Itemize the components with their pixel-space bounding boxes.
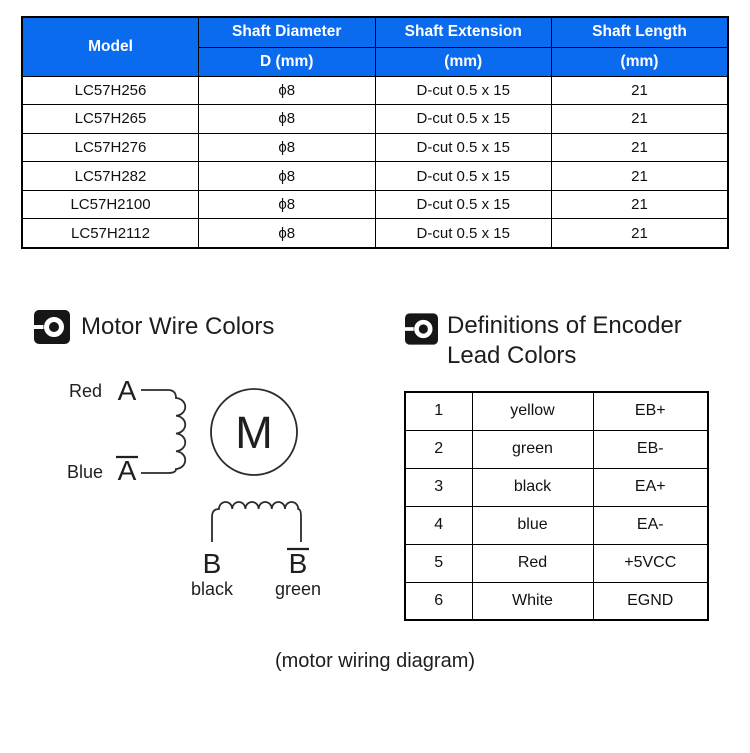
extension-cell: D-cut 0.5 x 15: [375, 76, 552, 105]
phase-b-label: B: [202, 548, 222, 579]
motor-symbol: M: [235, 407, 273, 458]
diameter-cell: ϕ8: [199, 219, 376, 248]
encoder-lead-colors-section: [405, 311, 682, 371]
length-cell: 21: [552, 76, 729, 105]
signal-cell: EB+: [593, 392, 708, 430]
extension-cell: D-cut 0.5 x 15: [375, 105, 552, 134]
spec-row: [22, 190, 728, 219]
phase-b-coil: [212, 502, 301, 542]
motor-wiring-diagram: [55, 378, 355, 613]
shaft-spec-table: [21, 16, 729, 249]
model-cell: LC57H265: [22, 105, 199, 134]
signal-cell: EA+: [593, 468, 708, 506]
spec-row: [22, 105, 728, 134]
phase-a-coil: [141, 390, 185, 473]
wire-color-blue-label: Blue: [66, 462, 103, 482]
model-cell: LC57H256: [22, 76, 199, 105]
spec-header-extension: Shaft Extension: [375, 17, 552, 47]
model-cell: LC57H2112: [22, 219, 199, 248]
diagram-caption: (motor wiring diagram): [274, 650, 476, 672]
length-cell: 21: [552, 219, 729, 248]
extension-cell: D-cut 0.5 x 15: [375, 219, 552, 248]
spec-header-extension-unit: (mm): [375, 47, 552, 76]
pin-cell: 3: [405, 468, 472, 506]
signal-cell: EB-: [593, 430, 708, 468]
length-cell: 21: [552, 105, 729, 134]
pin-cell: 5: [405, 544, 472, 582]
phase-a-bar-label: A: [117, 455, 137, 486]
diameter-cell: ϕ8: [199, 162, 376, 191]
pin-cell: 4: [405, 506, 472, 544]
length-cell: 21: [552, 133, 729, 162]
diameter-cell: ϕ8: [199, 133, 376, 162]
motor-wire-colors-title: Motor Wire Colors: [81, 313, 275, 340]
model-cell: LC57H282: [22, 162, 199, 191]
encoder-lead-colors-title: [447, 311, 682, 371]
encoder-row: [405, 506, 708, 544]
wire-color-black-label: black: [190, 579, 234, 599]
signal-cell: EGND: [593, 582, 708, 620]
color-cell: yellow: [472, 392, 593, 430]
spec-row: [22, 162, 728, 191]
encoder-title-line2: Lead Colors: [447, 342, 577, 369]
encoder-title-line1: Definitions of Encoder: [447, 312, 682, 339]
spec-row: [22, 133, 728, 162]
color-cell: green: [472, 430, 593, 468]
spec-header-length: Shaft Length: [552, 17, 729, 47]
motor-wire-colors-section: [34, 310, 274, 344]
encoder-row: [405, 392, 708, 430]
model-cell: LC57H276: [22, 133, 199, 162]
bullseye-icon: [34, 310, 70, 344]
color-cell: White: [472, 582, 593, 620]
encoder-row: [405, 468, 708, 506]
diameter-cell: ϕ8: [199, 190, 376, 219]
color-cell: Red: [472, 544, 593, 582]
signal-cell: EA-: [593, 506, 708, 544]
extension-cell: D-cut 0.5 x 15: [375, 190, 552, 219]
spec-row: [22, 76, 728, 105]
encoder-lead-table: [404, 391, 709, 621]
pin-cell: 6: [405, 582, 472, 620]
spec-header-row-1: [22, 17, 728, 47]
spec-header-diameter-unit: D (mm): [199, 47, 376, 76]
encoder-row: [405, 430, 708, 468]
phase-a-label: A: [117, 378, 137, 406]
spec-row: [22, 219, 728, 248]
pin-cell: 2: [405, 430, 472, 468]
length-cell: 21: [552, 162, 729, 191]
bullseye-icon: [405, 313, 438, 345]
spec-header-model: Model: [22, 17, 199, 76]
diameter-cell: ϕ8: [199, 76, 376, 105]
color-cell: black: [472, 468, 593, 506]
color-cell: blue: [472, 506, 593, 544]
encoder-row: [405, 582, 708, 620]
signal-cell: +5VCC: [593, 544, 708, 582]
model-cell: LC57H2100: [22, 190, 199, 219]
wire-color-red-label: Red: [68, 381, 102, 401]
encoder-row: [405, 544, 708, 582]
pin-cell: 1: [405, 392, 472, 430]
extension-cell: D-cut 0.5 x 15: [375, 162, 552, 191]
length-cell: 21: [552, 190, 729, 219]
spec-header-length-unit: (mm): [552, 47, 729, 76]
wire-color-green-label: green: [274, 579, 322, 599]
spec-header-diameter: Shaft Diameter: [199, 17, 376, 47]
diameter-cell: ϕ8: [199, 105, 376, 134]
extension-cell: D-cut 0.5 x 15: [375, 133, 552, 162]
phase-b-bar-label: B: [288, 548, 308, 579]
